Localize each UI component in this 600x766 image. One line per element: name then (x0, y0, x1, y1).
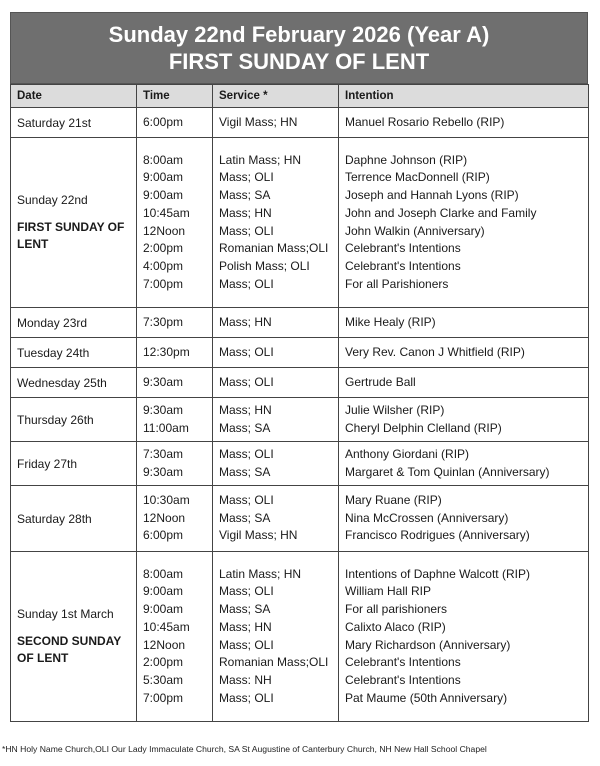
service-value: Romanian Mass;OLI (219, 241, 329, 256)
date-cell (11, 442, 137, 486)
service-value: Mass; SA (219, 602, 271, 617)
date-label: Monday 23rd (17, 315, 88, 330)
intention-value: For all Parishioners (345, 276, 449, 291)
date-cell (11, 138, 137, 308)
intention-value: For all parishioners (345, 602, 448, 617)
column-header-service: Service * (213, 85, 339, 108)
time-value: 2:00pm (143, 655, 184, 670)
time-value: 5:30am (143, 672, 184, 687)
time-cell (137, 442, 213, 486)
intention-value: Nina McCrossen (Anniversary) (345, 510, 509, 525)
time-value: 12Noon (143, 510, 186, 525)
service-cell (213, 108, 339, 138)
service-value: Mass; SA (219, 510, 271, 525)
time-value: 9:00am (143, 602, 184, 617)
service-cell (213, 138, 339, 308)
service-value: Mass; OLI (219, 446, 274, 461)
time-cell (137, 138, 213, 308)
service-value: Vigil Mass; HN (219, 528, 298, 543)
time-value: 6:00pm (143, 528, 184, 543)
time-value: 9:00am (143, 188, 184, 203)
intention-cell (339, 442, 589, 486)
time-value: 11:00am (143, 420, 189, 435)
time-value: 12Noon (143, 637, 186, 652)
table-row (11, 486, 589, 552)
intention-value: Mary Richardson (Anniversary) (345, 637, 511, 652)
time-value: 9:00am (143, 584, 184, 599)
service-cell (213, 442, 339, 486)
time-value: 10:45am (143, 619, 190, 634)
date-cell (11, 338, 137, 368)
service-value: Mass; OLI (219, 690, 274, 705)
service-value: Mass; OLI (219, 276, 274, 291)
service-value: Mass; HN (219, 314, 272, 329)
intention-cell (339, 338, 589, 368)
date-cell (11, 552, 137, 722)
date-label: Saturday 28th (17, 511, 92, 526)
date-cell (11, 486, 137, 552)
service-value: Mass; OLI (219, 170, 274, 185)
service-value: Mass; OLI (219, 374, 274, 389)
date-label: Wednesday 25th (17, 375, 107, 390)
time-value: 6:00pm (143, 114, 184, 129)
time-value: 10:30am (143, 492, 190, 507)
table-row (11, 442, 589, 486)
service-value: Mass; OLI (219, 492, 274, 507)
intention-value: John and Joseph Clarke and Family (345, 205, 537, 220)
service-cell (213, 552, 339, 722)
intention-value: Manuel Rosario Rebello (RIP) (345, 114, 505, 129)
time-value: 2:00pm (143, 241, 184, 256)
intention-cell (339, 486, 589, 552)
date-label: Sunday 1st March (17, 606, 114, 621)
date-label: Saturday 21st (17, 115, 92, 130)
service-value: Mass; SA (219, 464, 271, 479)
time-cell (137, 338, 213, 368)
service-value: Mass; HN (219, 205, 272, 220)
intention-value: Francisco Rodrigues (Anniversary) (345, 528, 530, 543)
service-value: Mass; OLI (219, 584, 274, 599)
intention-value: Terrence MacDonnell (RIP) (345, 170, 490, 185)
time-cell (137, 108, 213, 138)
service-value: Latin Mass; HN (219, 566, 302, 581)
page-subtitle: FIRST SUNDAY OF LENT (168, 49, 430, 74)
intention-cell (339, 138, 589, 308)
intention-value: Margaret & Tom Quinlan (Anniversary) (345, 464, 550, 479)
time-cell (137, 308, 213, 338)
time-value: 7:00pm (143, 276, 184, 291)
footnote: *HN Holy Name Church,OLI Our Lady Immaculate Church, SA St Augustine of Canterbury Church, NH New Hall School Chapel (2, 744, 487, 754)
date-cell (11, 108, 137, 138)
page-title: Sunday 22nd February 2026 (Year A) (108, 22, 490, 47)
service-value: Mass; OLI (219, 344, 274, 359)
service-value: Mass; OLI (219, 223, 274, 238)
title-banner (10, 12, 588, 84)
intention-value: Julie Wilsher (RIP) (345, 402, 445, 417)
date-label: Sunday 22nd (17, 192, 88, 207)
service-value: Mass; SA (219, 188, 271, 203)
intention-value: Pat Maume (50th Anniversary) (345, 690, 508, 705)
intention-value: Celebrant's Intentions (345, 241, 461, 256)
column-header-intention: Intention (339, 85, 589, 108)
intention-cell (339, 398, 589, 442)
table-row (11, 552, 589, 722)
service-cell (213, 338, 339, 368)
intention-cell (339, 368, 589, 398)
time-cell (137, 398, 213, 442)
service-cell (213, 398, 339, 442)
date-label: Friday 27th (17, 456, 78, 471)
date-cell (11, 398, 137, 442)
mass-schedule (10, 12, 588, 722)
table-row (11, 108, 589, 138)
time-value: 8:00am (143, 152, 184, 167)
time-value: 9:30am (143, 374, 184, 389)
date-cell (11, 308, 137, 338)
schedule-table (10, 84, 589, 722)
intention-value: Anthony Giordani (RIP) (345, 446, 470, 461)
header-row (11, 85, 589, 108)
intention-value: Intentions of Daphne Walcott (RIP) (345, 566, 530, 581)
service-cell (213, 368, 339, 398)
intention-value: Celebrant's Intentions (345, 258, 461, 273)
service-cell (213, 308, 339, 338)
time-value: 8:00am (143, 566, 184, 581)
column-header-date: Date (11, 85, 137, 108)
time-value: 10:45am (143, 205, 190, 220)
time-cell (137, 486, 213, 552)
column-header-time: Time (137, 85, 213, 108)
time-value: 9:30am (143, 402, 184, 417)
intention-value: Mary Ruane (RIP) (345, 492, 442, 507)
intention-cell (339, 552, 589, 722)
intention-value: Very Rev. Canon J Whitfield (RIP) (345, 344, 525, 359)
service-value: Mass; OLI (219, 637, 274, 652)
time-value: 7:30am (143, 446, 184, 461)
service-value: Romanian Mass;OLI (219, 655, 329, 670)
service-value: Polish Mass; OLI (219, 258, 310, 273)
time-value: 7:30pm (143, 314, 184, 329)
intention-cell (339, 308, 589, 338)
intention-value: Joseph and Hannah Lyons (RIP) (345, 188, 519, 203)
table-row (11, 368, 589, 398)
intention-value: Calixto Alaco (RIP) (345, 619, 446, 634)
service-cell (213, 486, 339, 552)
intention-value: Daphne Johnson (RIP) (345, 152, 468, 167)
service-value: Mass; HN (219, 619, 272, 634)
service-value: Latin Mass; HN (219, 152, 302, 167)
time-cell (137, 552, 213, 722)
time-value: 9:00am (143, 170, 184, 185)
service-value: Mass: NH (219, 672, 272, 687)
service-value: Mass; SA (219, 420, 271, 435)
time-value: 9:30am (143, 464, 184, 479)
intention-value: Cheryl Delphin Clelland (RIP) (345, 420, 502, 435)
intention-value: William Hall RIP (345, 584, 432, 599)
time-value: 4:00pm (143, 258, 184, 273)
intention-value: Celebrant's Intentions (345, 655, 461, 670)
service-value: Vigil Mass; HN (219, 114, 298, 129)
date-label: Thursday 26th (17, 412, 94, 427)
date-label: Tuesday 24th (17, 345, 90, 360)
intention-value: Mike Healy (RIP) (345, 314, 436, 329)
intention-cell (339, 108, 589, 138)
service-value: Mass; HN (219, 402, 272, 417)
liturgical-day-label: FIRST SUNDAY OF LENT (17, 219, 125, 251)
table-row (11, 138, 589, 308)
time-value: 12Noon (143, 223, 186, 238)
time-value: 12:30pm (143, 344, 190, 359)
intention-value: Celebrant's Intentions (345, 672, 461, 687)
liturgical-day-label: SECOND SUNDAY OF LENT (17, 633, 122, 665)
table-row (11, 338, 589, 368)
intention-value: Gertrude Ball (345, 374, 416, 389)
date-cell (11, 368, 137, 398)
table-row (11, 398, 589, 442)
time-cell (137, 368, 213, 398)
table-row (11, 308, 589, 338)
intention-value: John Walkin (Anniversary) (345, 223, 485, 238)
time-value: 7:00pm (143, 690, 184, 705)
